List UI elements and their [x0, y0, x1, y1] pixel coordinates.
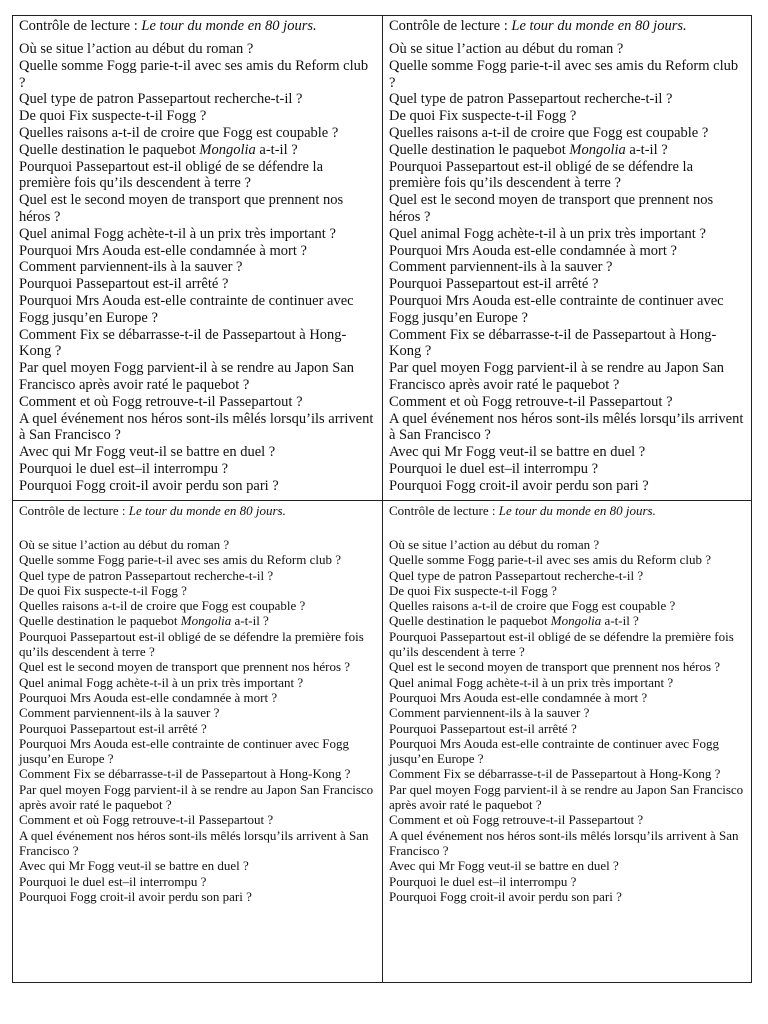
question: Comment Fix se débarrasse-t-il de Passepartout à Hong-Kong ?: [19, 326, 347, 360]
question: Pourquoi Mrs Aouda est-elle condamnée à mort ?: [19, 242, 307, 259]
question: Comment Fix se débarrasse-t-il de Passepartout à Hong-Kong ?: [389, 766, 721, 782]
question: Quel est le second moyen de transport que prennent nos héros ?: [19, 192, 344, 225]
question: De quoi Fix suspecte-t-il Fogg ?: [19, 108, 207, 125]
book-title: Le tour du monde en 80 jours.: [511, 18, 687, 34]
card-top-right: [383, 16, 752, 500]
question: Pourquoi Fogg croit-il avoir perdu son pari ?: [19, 477, 279, 494]
question: Où se situe l’action au début du roman ?: [19, 537, 230, 552]
question: Quelle somme Fogg parie-t-il avec ses amis du Reform club ?: [389, 57, 739, 91]
question: Comment parviennent-ils à la sauver ?: [389, 705, 590, 721]
question: Comment parviennent-ils à la sauver ?: [389, 259, 613, 276]
question: Pourquoi Passepartout est-il obligé de se défendre la première fois qu’ils descendent à terre ?: [19, 628, 364, 660]
book-title: Le tour du monde en 80 jours.: [498, 503, 656, 518]
question-list: [389, 537, 746, 904]
question: Pourquoi Mrs Aouda est-elle contrainte de continuer avec Fogg jusqu’en Europe ?: [19, 292, 354, 326]
card-bottom-left: [13, 501, 382, 982]
question: Pourquoi Mrs Aouda est-elle contrainte de continuer avec Fogg jusqu’en Europe ?: [19, 735, 349, 767]
book-title: Le tour du monde en 80 jours.: [128, 503, 286, 518]
question: Pourquoi le duel est–il interrompu ?: [19, 873, 207, 889]
question: Quelle destination le paquebot Mongolia a-t-il ?: [19, 613, 269, 629]
card-header: Contrôle de lecture : Le tour du monde en 80 jours.: [19, 503, 286, 518]
question: Avec qui Mr Fogg veut-il se battre en duel ?: [389, 858, 619, 874]
question: Pourquoi Passepartout est-il arrêté ?: [389, 720, 577, 736]
question: Quel est le second moyen de transport que prennent nos héros ?: [19, 659, 351, 675]
book-title: Le tour du monde en 80 jours.: [141, 18, 317, 34]
question: A quel événement nos héros sont-ils mêlés lorsqu’ils arrivent à San Francisco ?: [19, 410, 374, 444]
question: De quoi Fix suspecte-t-il Fogg ?: [389, 582, 557, 598]
question: Pourquoi le duel est–il interrompu ?: [389, 873, 577, 889]
question: De quoi Fix suspecte-t-il Fogg ?: [389, 108, 577, 125]
question: Quel animal Fogg achète-t-il à un prix très important ?: [19, 674, 304, 690]
question: Pourquoi le duel est–il interrompu ?: [389, 460, 599, 477]
card-header: Contrôle de lecture : Le tour du monde en 80 jours.: [19, 18, 317, 34]
question: Comment parviennent-ils à la sauver ?: [19, 259, 243, 276]
question: Quel type de patron Passepartout recherche-t-il ?: [389, 91, 673, 108]
question: Quelle somme Fogg parie-t-il avec ses amis du Reform club ?: [389, 552, 712, 568]
question: Pourquoi Passepartout est-il arrêté ?: [389, 276, 599, 293]
question: Pourquoi Fogg croit-il avoir perdu son pari ?: [389, 477, 649, 494]
question: Comment Fix se débarrasse-t-il de Passepartout à Hong-Kong ?: [389, 326, 717, 360]
question: Par quel moyen Fogg parvient-il à se rendre au Japon San Francisco après avoir raté le paquebot ?: [389, 360, 725, 393]
question-list: [389, 41, 746, 495]
question: Pourquoi Fogg croit-il avoir perdu son pari ?: [389, 888, 622, 904]
question: Quel type de patron Passepartout recherche-t-il ?: [389, 567, 644, 583]
question: Comment Fix se débarrasse-t-il de Passepartout à Hong-Kong ?: [19, 766, 351, 782]
question: Quelles raisons a-t-il de croire que Fogg est coupable ?: [389, 124, 709, 141]
question: Par quel moyen Fogg parvient-il à se rendre au Japon San Francisco après avoir raté le paquebot ?: [19, 360, 355, 393]
worksheet-grid: [12, 15, 752, 983]
question: A quel événement nos héros sont-ils mêlés lorsqu’ils arrivent à San Francisco ?: [389, 410, 744, 444]
question: Comment et où Fogg retrouve-t-il Passepartout ?: [389, 812, 644, 828]
question: Quel animal Fogg achète-t-il à un prix très important ?: [389, 674, 674, 690]
question: Comment et où Fogg retrouve-t-il Passepartout ?: [19, 393, 303, 410]
question: Comment et où Fogg retrouve-t-il Passepartout ?: [389, 393, 673, 410]
question: Pourquoi Passepartout est-il arrêté ?: [19, 720, 207, 736]
question: Pourquoi Fogg croit-il avoir perdu son pari ?: [19, 888, 252, 904]
question: A quel événement nos héros sont-ils mêlés lorsqu’ils arrivent à San Francisco ?: [389, 827, 739, 858]
question: Quelle destination le paquebot Mongolia a-t-il ?: [389, 613, 639, 629]
question: Par quel moyen Fogg parvient-il à se rendre au Japon San Francisco après avoir raté le paquebot ?: [389, 781, 744, 813]
question: Quelles raisons a-t-il de croire que Fogg est coupable ?: [389, 598, 676, 614]
question: Pourquoi Mrs Aouda est-elle contrainte de continuer avec Fogg jusqu’en Europe ?: [389, 735, 719, 767]
question: Quelle somme Fogg parie-t-il avec ses amis du Reform club ?: [19, 57, 369, 91]
question-list: [19, 537, 376, 904]
question: Avec qui Mr Fogg veut-il se battre en duel ?: [389, 444, 646, 461]
question: Quelle destination le paquebot Mongolia a-t-il ?: [19, 141, 298, 158]
question: Où se situe l’action au début du roman ?: [389, 537, 600, 552]
question: Pourquoi le duel est–il interrompu ?: [19, 460, 229, 477]
question-list: [19, 41, 376, 495]
question: Pourquoi Mrs Aouda est-elle condamnée à mort ?: [389, 242, 677, 259]
question: Pourquoi Mrs Aouda est-elle condamnée à mort ?: [19, 689, 278, 705]
question: Quelles raisons a-t-il de croire que Fogg est coupable ?: [19, 124, 339, 141]
question: Quel animal Fogg achète-t-il à un prix très important ?: [19, 225, 336, 242]
question: Pourquoi Mrs Aouda est-elle contrainte de continuer avec Fogg jusqu’en Europe ?: [389, 292, 724, 326]
question: Quelles raisons a-t-il de croire que Fogg est coupable ?: [19, 598, 306, 614]
question: Quelle somme Fogg parie-t-il avec ses amis du Reform club ?: [19, 552, 342, 568]
question: Quel est le second moyen de transport que prennent nos héros ?: [389, 192, 714, 225]
question: Avec qui Mr Fogg veut-il se battre en duel ?: [19, 858, 249, 874]
question: Quel est le second moyen de transport que prennent nos héros ?: [389, 659, 721, 675]
question: Quel type de patron Passepartout recherche-t-il ?: [19, 91, 303, 108]
question: Où se situe l’action au début du roman ?: [389, 41, 624, 57]
question: Pourquoi Passepartout est-il obligé de se défendre la première fois qu’ils descendent à terre ?: [389, 158, 694, 192]
card-header: Contrôle de lecture : Le tour du monde en 80 jours.: [389, 503, 656, 518]
question: Pourquoi Mrs Aouda est-elle condamnée à mort ?: [389, 689, 648, 705]
card-header: Contrôle de lecture : Le tour du monde en 80 jours.: [389, 18, 687, 34]
question: A quel événement nos héros sont-ils mêlés lorsqu’ils arrivent à San Francisco ?: [19, 827, 369, 858]
question: Pourquoi Passepartout est-il obligé de se défendre la première fois qu’ils descendent à terre ?: [19, 158, 324, 192]
question: Comment et où Fogg retrouve-t-il Passepartout ?: [19, 812, 274, 828]
card-bottom-right: [383, 501, 752, 982]
question: Avec qui Mr Fogg veut-il se battre en duel ?: [19, 444, 276, 461]
question: Quel animal Fogg achète-t-il à un prix très important ?: [389, 225, 706, 242]
question: Pourquoi Passepartout est-il obligé de se défendre la première fois qu’ils descendent à terre ?: [389, 628, 734, 660]
card-top-left: [13, 16, 382, 500]
question: Où se situe l’action au début du roman ?: [19, 41, 254, 57]
question: Quelle destination le paquebot Mongolia a-t-il ?: [389, 141, 668, 158]
question: Quel type de patron Passepartout recherche-t-il ?: [19, 567, 274, 583]
question: Par quel moyen Fogg parvient-il à se rendre au Japon San Francisco après avoir raté le paquebot ?: [19, 781, 374, 813]
question: Pourquoi Passepartout est-il arrêté ?: [19, 276, 229, 293]
question: De quoi Fix suspecte-t-il Fogg ?: [19, 582, 187, 598]
question: Comment parviennent-ils à la sauver ?: [19, 705, 220, 721]
